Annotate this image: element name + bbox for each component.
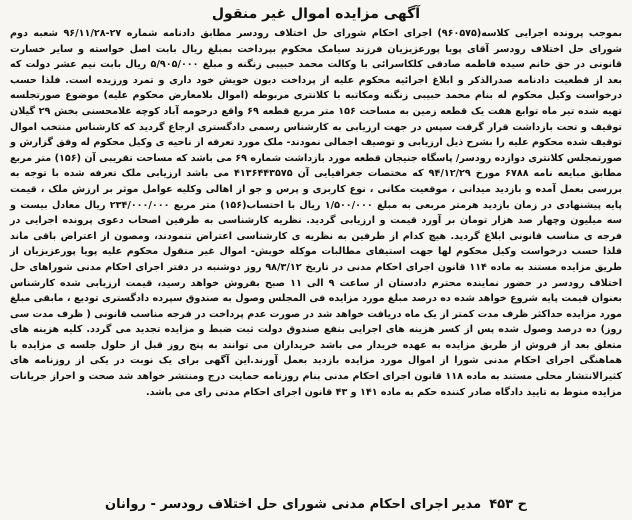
footer-code: ح ۴۵۳ xyxy=(489,497,527,512)
notice-title: آگهی مزایده اموال غیر منقول xyxy=(211,6,421,22)
notice-body: بموجب پرونده اجرایی کلاسه(۹۶۰۵۷۵) اجرای احکام شورای حل اختلاف رودسر مطابق دادنامه شماره ۲۷-۹۶/۱۱/۲۸ شعبه دوم شورای حل اختلاف رودسر آقای پویا پورعزیزیان فرزند سیامک محکوم بپرداخت بمبلغ ریال بابت اصل خواسته و سایر خسارت قانونی در حق خانم سیده فاطمه صادقی کلکاسرائی با وکالت محمد حبیبی زنگنه و مبلغ ۵/۹۰۵/۰۰۰ ریال بابت نیم عشر دولت که بعد از قطعیت دادنامه صدرالذکر و ابلاغ اجرائیه محکوم علیه از پرداخت دیون خویش خود داری و تمرد ورزیده است. فلذا حسب درخواست وکیل محکوم له بنام محمد حبیبی زنگنه ومکاتبه با کلانتری مربوطه (اموال بلامعارض محکوم علیه) موضوع صورتجلسه تهیه شده تیر ماه توابع هفت یک قطعه زمین به مساحت ۱۵۶ متر مربع قطعه ۶۹ واقع درحومه آباد کوچه غلامحسنی بخش ۲۹ گیلان توقیف و تحت بازداشت قرار گرفت سپس در جهت ارزیابی به کارشناس رسمی دادگستری ارجاع گردید که کارشناس منتخب اموال توقیف شده محکوم علیه را بشرح ذیل ارزیابی و توصیف اجمالی نمودند- ملک مورد تعرفه از ناحیه ی وکیل محکوم له وفق گزارش و صورتمجلس کلانتری دوازده رودسر/ پاسگاه جنیجان قطعه مورد بازداشت شماره ۶۹ می باشد که مساحت تقریبی آن (۱۵۶) متر مربع مطابق مبایعه نامه ۶۷۸۸ مورخ ۹۴/۱۲/۲۹ که مختصات جغرافیایی آن ۴۱۳۶۴۴۳۵۷۵ می باشد ارزیابی ملک تعرفه شده با توجه به بررسی بعمل آمده و بازدید میدانی ، موقعیت مکانی ، نوع کاربری و پرس و جو از اهالی وکلیه عوامل موثر بر ارزش ملک ، قیمت پایه پیشنهادی در زمان بازدید هرمتر مربعی به مبلغ ۱/۵۰۰/۰۰۰ ریال با احتساب(۱۵۶) متر مربع ۲۳۴/۰۰۰/۰۰۰ ریال معادل بیست و سه میلیون وچهار صد هزار تومان بر آورد قیمت و ارزیابی گردید. نظریه کارشناسی به طرفین اصحاب دعوی پرونده اجرایی در فرجه ی مناسب قانونی ابلاغ گردید. هیچ کدام از طرفین به نظریه ی کارشناسی اعتراض ننمودند، ومصون از اعتراض باقی ماند فلذا حسب درخواست وکیل محکوم لها جهت استیفای مطالبات موکله خویش- اموال غیر منقول محکوم علیه پویا پورعزیزیان از طریق مزایده مستند به ماده ۱۱۴ قانون اجرای احکام مدنی در تاریخ ۹۸/۳/۱۲ روز دوشنبه در دفتر اجرای احکام مدنی شوراهای حل اختلاف رودسر در حضور نماینده محترم دادستان از ساعت ۹ الی ۱۱ صبح بفروش خواهد رسید، قیمت ارزیابی شده کارشناس بعنوان قیمت پایه شروع خواهد شده ده درصد مبلغ مورد مزایده فی المجلس وصول به صندوق سپرده دادگستری تودیع ، مابقی مبلغ مورد مزایده حداکثر ظرف مدت کمتر از یک ماه دریافت خواهد شد در صورت عدم پرداخت در فرجه مناسب قانونی ( ظرف مدت سی روز) ده درصد وصول شده پس از کسر هزینه های اجرایی بنفع صندوق دولت ثبت ضبط و مزایده تجدید می گردد. کلیه هزینه های متعلق بعد از فروش از طریق مزایده به عهده خریدار می باشد خریداران می توانند به پنج روز قبل از حلول جلسه ی مزایده با هماهنگی اجرای احکام مدنی شورا از اموال مورد مزایده بازدید بعمل آورند.این آگهی برای یک نوبت در یکی از روزنامه های کثیرالانتشار محلی مستند به ماده ۱۱۸ قانون اجرای احکام مدنی بنام روزنامه حمایت درج ومنتشر خواهد شد صحت و احراز جریانات مزایده منوط به تایید دادگاه صادر کننده حکم به ماده ۱۴۱ و ۴۳ قانون اجرای احکام مدنی رای می باشد. xyxy=(10,28,623,398)
notice-footer xyxy=(0,496,632,514)
footer-signature: مدیر اجرای احکام مدنی شورای حل اختلاف رودسر - روانان xyxy=(105,497,482,512)
